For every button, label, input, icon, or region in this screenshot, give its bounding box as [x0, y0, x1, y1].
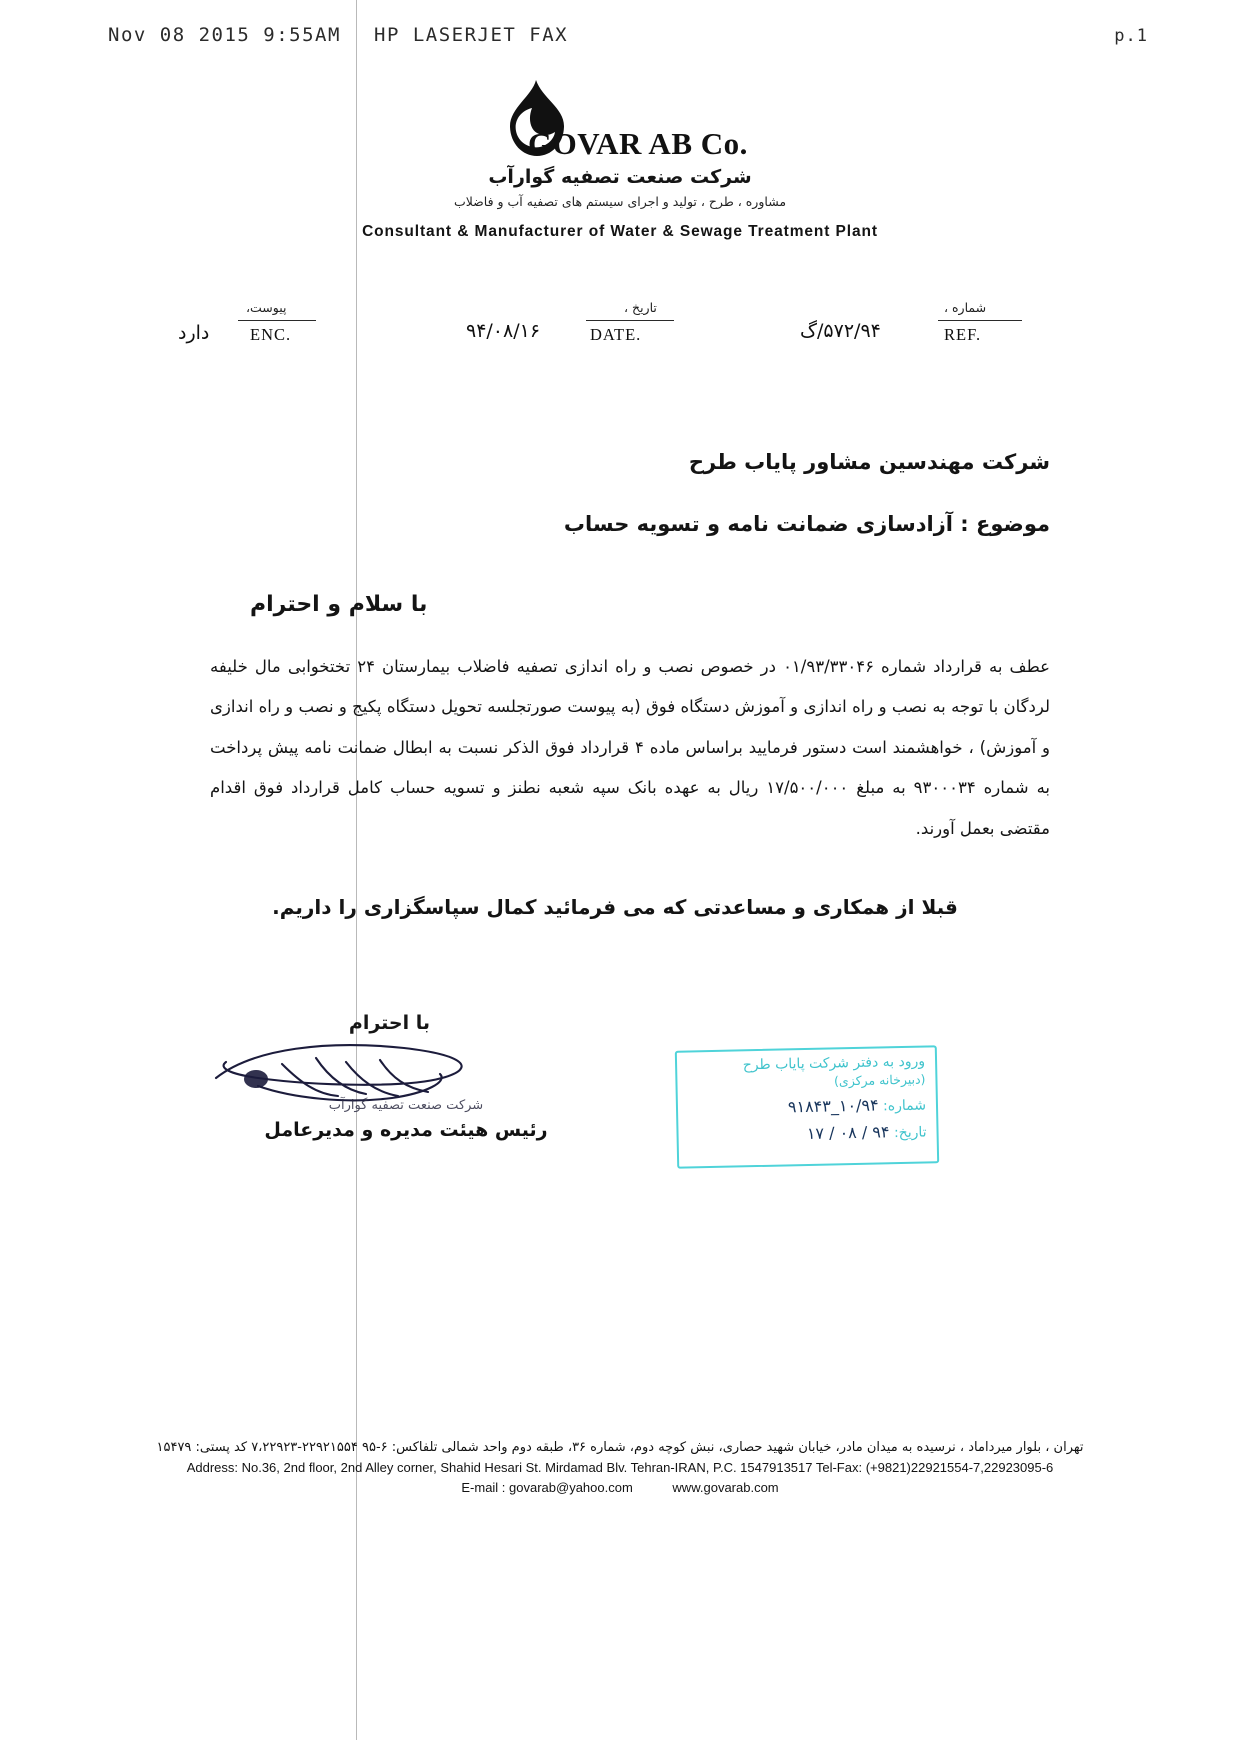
- footer-address-english: Address: No.36, 2nd floor, 2nd Alley corner, Shahid Hesari St. Mirdamad Blv. Tehran-IRAN, P.C. 1547913517 Tel-Fax: (+9821)22921554-7,22923095-6: [186, 1460, 1054, 1475]
- fax-source-label: HP LASERJET FAX: [374, 24, 569, 46]
- body-paragraph: عطف به قرارداد شماره ۰۱/۹۳/۳۳۰۴۶ در خصوص نصب و راه اندازی تصفیه فاضلاب بیمارستان ۲۴ تختخوابی مال خلیفه لردگان با توجه به نصب و راه اندازی و آموزش دستگاه فوق (به پیوست صورتجلسه تحویل دستگاه پکیج و نصب و راه اندازی و آموزش) ، خواهشمند است دستور فرمایید براساس ماده ۴ قرارداد فوق الذکر نسبت به ابطال ضمانت نامه پیش پرداخت به شماره ۹۳۰۰۰۳۴ به مبلغ ۱۷/۵۰۰/۰۰۰ ریال به عهده بانک سپه شعبه نطنز و تسویه حساب کامل قرارداد فوق اقدام مقتضی بعمل آورند.: [210, 657, 1051, 838]
- signatory-title: رئیس هیئت مدیره و مدیرعامل: [264, 1119, 548, 1141]
- footer-email[interactable]: E-mail : govarab@yahoo.com: [461, 1480, 633, 1495]
- document-meta-row: [0, 300, 1240, 360]
- brand-name-farsi: شرکت صنعت تصفیه گوارآب: [488, 166, 752, 188]
- ref-value: ۵۷۲/۹۴/گ: [800, 320, 881, 342]
- stamp-number-row: [688, 1095, 926, 1119]
- company-seal-overlay: شرکت صنعت تصفیه گوارآب: [328, 1098, 484, 1113]
- closing-line: قبلا از همکاری و مساعدتی که می فرمائید کمال سپاسگزاری را داریم.: [272, 895, 958, 920]
- entry-registration-stamp: [675, 1045, 939, 1168]
- date-value: ۹۴/۰۸/۱۶: [466, 320, 541, 342]
- brand-tagline-farsi: مشاوره ، طرح ، تولید و اجرای سیستم های تصفیه آب و فاضلاب: [453, 194, 787, 209]
- enc-value: دارد: [178, 322, 210, 344]
- stamp-number-value: ۱۰/۹۴_۹۱۸۴۳: [787, 1095, 879, 1117]
- handwritten-signature: [196, 1034, 616, 1104]
- brand-name-english: GOVAR AB Co.: [528, 126, 748, 161]
- fax-page-number: p.1: [1114, 26, 1148, 46]
- stamp-department-line: (دبیرخانه مرکزی): [833, 1071, 926, 1089]
- fax-timestamp: Nov 08 2015 9:55AM: [108, 24, 341, 46]
- stamp-date-value: ۹۴ / ۰۸ / ۱۷: [806, 1122, 890, 1144]
- date-label-farsi: تاریخ ،: [624, 300, 657, 315]
- stamp-date-label: تاریخ:: [893, 1124, 927, 1142]
- letterhead: [0, 78, 1240, 241]
- enc-label-farsi: پیوست،: [246, 300, 287, 315]
- subject-line: موضوع : آزادسازی ضمانت نامه و تسویه حساب: [563, 512, 1050, 536]
- ref-label-farsi: شماره ،: [944, 300, 987, 315]
- footer-contact-row: [0, 1480, 1240, 1495]
- ref-underline: [938, 320, 1022, 321]
- letter-footer: [0, 1440, 1240, 1495]
- signature-respect-label: با احترام: [348, 1012, 430, 1034]
- enc-underline: [238, 320, 316, 321]
- stamp-office-line: ورود به دفتر شرکت پایاب طرح: [742, 1053, 926, 1074]
- logo-wrap: [0, 78, 1240, 164]
- stamp-date-row: [688, 1122, 926, 1146]
- salutation-line: با سلام و احترام: [250, 592, 428, 617]
- addressee-line: شرکت مهندسین مشاور پایاب طرح: [688, 450, 1050, 474]
- fax-header-bar: [0, 16, 1240, 50]
- enc-label-english: ENC.: [250, 325, 292, 344]
- letter-body: [210, 450, 1050, 919]
- brand-tagline-english: Consultant & Manufacturer of Water & Sewage Treatment Plant: [362, 223, 878, 240]
- date-underline: [586, 320, 674, 321]
- stamp-number-label: شماره:: [882, 1097, 927, 1115]
- signature-block: [196, 1012, 616, 1141]
- footer-website[interactable]: www.govarab.com: [672, 1480, 779, 1495]
- footer-address-farsi: تهران ، بلوار میرداماد ، نرسیده به میدان مادر، خیابان شهید حصاری، نبش کوچه دوم، شماره ۳۶، طبقه دوم واحد شمالی تلفاکس: ۶-۹۵ ۲۲۹۲۱۵۵۴-۷،۲۲۹۲۳ کد پستی: ۱۵۴۷۹: [156, 1440, 1084, 1455]
- ref-label-english: REF.: [944, 325, 982, 344]
- date-label-english: DATE.: [590, 325, 642, 344]
